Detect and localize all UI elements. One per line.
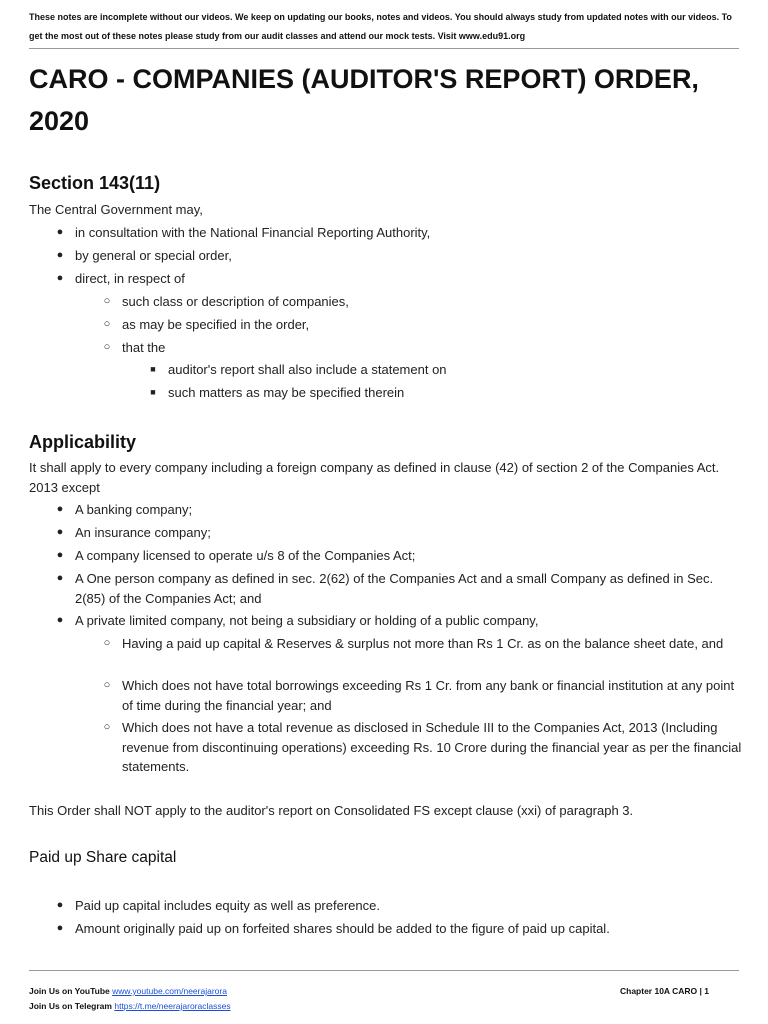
section-heading-paid-up-share-capital: Paid up Share capital bbox=[29, 849, 177, 866]
bullet-icon: ● bbox=[56, 503, 64, 515]
list-item-text: by general or special order, bbox=[75, 248, 232, 263]
list-item bbox=[56, 246, 743, 266]
sub-sub-list-item-text: auditor's report shall also include a statement on bbox=[168, 362, 447, 377]
bullet-icon: ● bbox=[56, 899, 64, 911]
footer-youtube bbox=[29, 984, 227, 998]
bullet-icon: ● bbox=[56, 272, 64, 284]
page-title: CARO - COMPANIES (AUDITOR'S REPORT) ORDER, 2020 bbox=[29, 64, 699, 136]
hollow-bullet-icon: ○ bbox=[103, 679, 111, 691]
sub-list-item-text: Having a paid up capital & Reserves & surplus not more than Rs 1 Cr. as on the balance sheet date, and bbox=[122, 636, 724, 651]
telegram-label: Join Us on Telegram bbox=[29, 1001, 112, 1011]
bullet-icon: ● bbox=[56, 614, 64, 626]
list-item bbox=[56, 523, 743, 543]
bullet-icon: ● bbox=[56, 226, 64, 238]
sub-sub-list-item-text: such matters as may be specified therein bbox=[168, 385, 405, 400]
list-item-text: Amount originally paid up on forfeited shares should be added to the figure of paid up capital. bbox=[75, 921, 610, 936]
list-item-text: A One person company as defined in sec. 2(62) of the Companies Act and a small Company as defined in Sec. 2(85) of the Companies Act; and bbox=[75, 571, 714, 606]
header-disclaimer: These notes are incomplete without our videos. We keep on updating our books, notes and videos. You should always study from updated notes with our videos. To get the most out of these notes please study from our audit classes and attend our mock tests. Visit www.edu91.org bbox=[29, 12, 732, 41]
section-heading-143-11: Section 143(11) bbox=[29, 173, 161, 193]
sub-list-item bbox=[103, 315, 742, 335]
sub-sub-list-item bbox=[150, 383, 743, 403]
list-item bbox=[56, 569, 743, 608]
list-item bbox=[56, 500, 743, 520]
sub-list-item bbox=[103, 338, 742, 358]
sub-list-item-text: Which does not have total borrowings exceeding Rs 1 Cr. from any bank or financial institution at any point of time during the financial year; and bbox=[122, 678, 735, 713]
telegram-link[interactable]: https://t.me/neerajaroraclasses bbox=[114, 1001, 231, 1011]
sub-list-item bbox=[103, 634, 742, 654]
sub-list-item-text: as may be specified in the order, bbox=[122, 317, 310, 332]
sub-list-item bbox=[103, 292, 742, 312]
list-item-text: A banking company; bbox=[75, 502, 193, 517]
header-divider bbox=[29, 48, 739, 49]
hollow-bullet-icon: ○ bbox=[103, 721, 111, 733]
page-footer-chapter bbox=[620, 984, 709, 998]
list-item bbox=[56, 896, 743, 916]
sub-list-item bbox=[103, 718, 742, 777]
list-item-text: A private limited company, not being a subsidiary or holding of a public company, bbox=[75, 613, 539, 628]
bullet-icon: ● bbox=[56, 549, 64, 561]
sub-list-item bbox=[103, 676, 742, 715]
hollow-bullet-icon: ○ bbox=[103, 341, 111, 353]
bullet-icon: ● bbox=[56, 572, 64, 584]
footer-telegram bbox=[29, 999, 231, 1013]
hollow-bullet-icon: ○ bbox=[103, 295, 111, 307]
list-item bbox=[56, 269, 743, 289]
list-item-text: An insurance company; bbox=[75, 525, 211, 540]
sub-list-item-text: such class or description of companies, bbox=[122, 294, 349, 309]
chapter-label: Chapter 10A CARO bbox=[620, 986, 698, 996]
hollow-bullet-icon: ○ bbox=[103, 318, 111, 330]
list-item bbox=[56, 919, 743, 939]
list-item-text: direct, in respect of bbox=[75, 271, 185, 286]
list-item-text: A company licensed to operate u/s 8 of the Companies Act; bbox=[75, 548, 416, 563]
sub-sub-list-item bbox=[150, 360, 743, 380]
list-item bbox=[56, 223, 743, 243]
section1-intro: The Central Government may, bbox=[29, 202, 203, 217]
consolidated-fs-note: This Order shall NOT apply to the auditor's report on Consolidated FS except clause (xxi) of paragraph 3. bbox=[29, 803, 634, 818]
youtube-link[interactable]: www.youtube.com/neerajarora bbox=[112, 986, 227, 996]
footer-separator: | bbox=[699, 986, 702, 996]
sub-list-item-text: Which does not have a total revenue as disclosed in Schedule III to the Companies Act, 2013 (Including revenue from discontinuing operations) exceeding Rs. 10 Crore during the financial year as per the financial statements. bbox=[122, 720, 742, 774]
youtube-label: Join Us on YouTube bbox=[29, 986, 110, 996]
list-item bbox=[56, 546, 743, 566]
list-item-text: Paid up capital includes equity as well as preference. bbox=[75, 898, 380, 913]
applicability-intro: It shall apply to every company including a foreign company as defined in clause (42) of section 2 of the Companies Act. 2013 except bbox=[29, 460, 720, 495]
sub-list-item-text: that the bbox=[122, 340, 166, 355]
square-bullet-icon: ■ bbox=[150, 387, 156, 397]
page-number: 1 bbox=[704, 986, 710, 996]
bullet-icon: ● bbox=[56, 249, 64, 261]
list-item bbox=[56, 611, 743, 631]
square-bullet-icon: ■ bbox=[150, 364, 156, 374]
bullet-icon: ● bbox=[56, 526, 64, 538]
section-heading-applicability: Applicability bbox=[29, 432, 137, 452]
footer-divider bbox=[29, 970, 739, 971]
hollow-bullet-icon: ○ bbox=[103, 637, 111, 649]
bullet-icon: ● bbox=[56, 922, 64, 934]
list-item-text: in consultation with the National Financial Reporting Authority, bbox=[75, 225, 431, 240]
